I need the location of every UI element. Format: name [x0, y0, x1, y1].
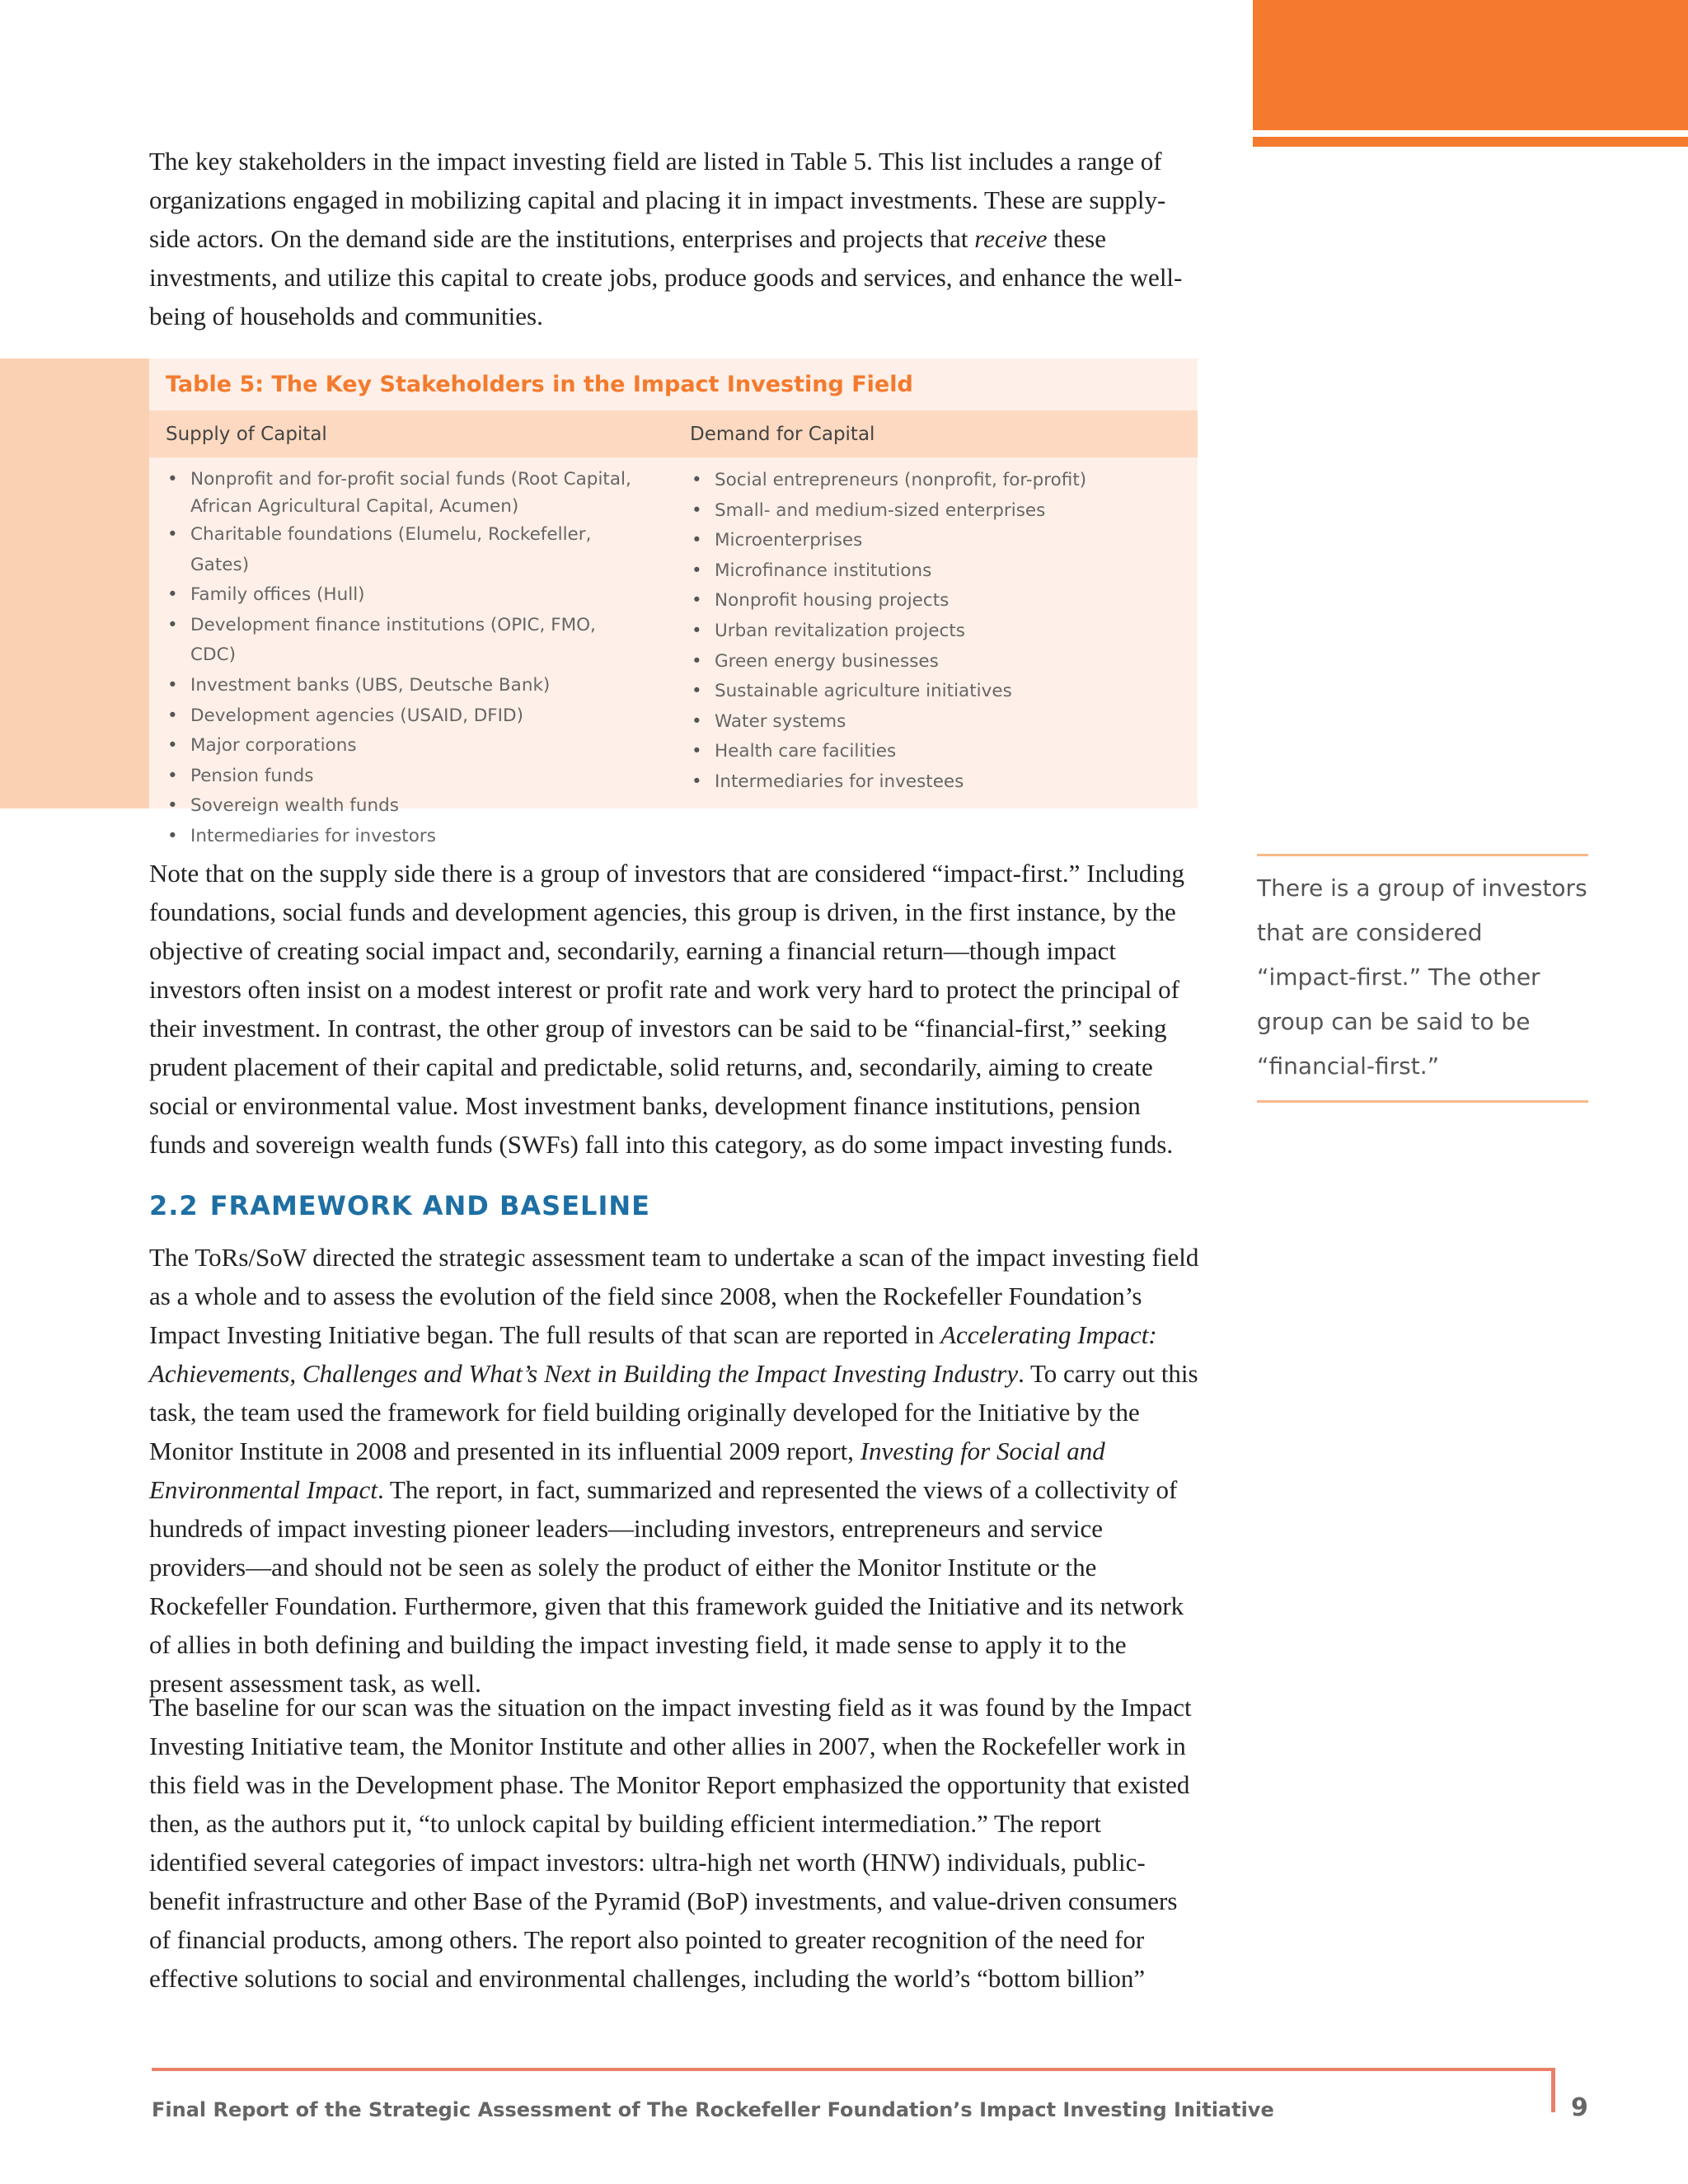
- supply-list-item: • Development agencies (USAID, DFID): [166, 701, 644, 732]
- note-paragraph: Note that on the supply side there is a group of investors that are considered “impact-first.” Including foundations, social funds and development agencies, this group is driven, in the first instance, by the objective of creating social impact and, secondarily, earning a financial return—though impact investors often insist on a modest interest or profit rate and work very hard to protect the principal of their investment. In contrast, the other group of investors can be said to be “financial-first,” seeking prudent placement of their capital and predictable, solid returns, and, secondarily, aiming to create social or environmental value. Most investment banks, development finance institutions, pension funds and sovereign wealth funds (SWFs) fall into this category, as do some impact investing funds.: [149, 859, 1184, 1159]
- corner-accent-rule: [1253, 137, 1688, 147]
- demand-list-item: • Urban revitalization projects: [690, 616, 1168, 647]
- framework-report-title-2: Investing for Social and Environmental Impact: [149, 1436, 1105, 1504]
- corner-accent-block: [1253, 0, 1688, 130]
- section-heading: [149, 1188, 662, 1223]
- demand-list-item: • Microfinance institutions: [690, 556, 1168, 587]
- supply-list-item: • Sovereign wealth funds: [166, 791, 644, 822]
- demand-list-item: • Water systems: [690, 707, 1168, 738]
- pull-quote: [1257, 854, 1588, 1103]
- table-side-band: [0, 359, 149, 808]
- intro-emphasis: receive: [974, 224, 1048, 253]
- table-title: Table 5: The Key Stakeholders in the Impact Investing Field: [166, 372, 913, 397]
- intro-text-start: The key stakeholders in the impact investing field are listed in Table 5. This list includes a range of organizations engaged in mobilizing capital and placing it in impact investments. These are supply-side actors. On the demand side are the institutions, enterprises and projects that: [149, 147, 1166, 253]
- demand-list-item: • Nonprofit housing projects: [690, 586, 1168, 616]
- framework-text-2: . To carry out this task, the team used the framework for field building originally developed for the Initiative by the Monitor Institute in 2008 and presented in its influential 2009 report,: [149, 1359, 1198, 1465]
- stakeholders-table: [149, 359, 1198, 846]
- page-number: 9: [1571, 2093, 1588, 2122]
- supply-list-item: • Charitable foundations (Elumelu, Rockefeller, Gates): [166, 520, 644, 580]
- demand-list-item: • Health care facilities: [690, 737, 1168, 767]
- framework-text-1: The ToRs/SoW directed the strategic assessment team to undertake a scan of the impact investing field as a whole and to assess the evolution of the field since 2008, when the Rockefeller Foundation’s Impact Investing Initiative began. The full results of that scan are reported in: [149, 1243, 1199, 1349]
- framework-text-3: . The report, in fact, summarized and represented the views of a collectivity of hundreds of impact investing pioneer leaders—including investors, entrepreneurs and service providers—and should not be seen as solely the product of either the Monitor Institute or the Rockefeller Foundation. Furthermore, given that this framework guided the Initiative and its network of allies in both defining and building the impact investing field, it made sense to apply it to the present assessment task, as well.: [149, 1475, 1184, 1698]
- supply-list: [166, 466, 644, 852]
- pull-quote-text: There is a group of investors that are considered “impact-first.” The other group can be said to be “financial-first.”: [1257, 874, 1587, 1080]
- demand-list: [690, 466, 1168, 798]
- supply-list-item: • Nonprofit and for-profit social funds (Root Capital, African Agricultural Capital, Acumen): [166, 466, 644, 520]
- supply-list-item: • Development finance institutions (OPIC, FMO, CDC): [166, 611, 644, 671]
- footer-rule-tick: [1551, 2068, 1555, 2112]
- supply-list-item: • Investment banks (UBS, Deutsche Bank): [166, 671, 644, 701]
- supply-list-item: • Intermediaries for investors: [166, 822, 644, 852]
- footer-rule: [152, 2068, 1554, 2071]
- section-title: FRAMEWORK AND BASELINE: [209, 1190, 650, 1221]
- demand-list-item: • Microenterprises: [690, 526, 1168, 556]
- column-header-supply: Supply of Capital: [166, 424, 327, 445]
- demand-list-item: • Social entrepreneurs (nonprofit, for-profit): [690, 466, 1168, 496]
- section-number: 2.2: [149, 1190, 199, 1221]
- table-header-row: [149, 410, 1198, 457]
- baseline-paragraph: The baseline for our scan was the situation on the impact investing field as it was found by the Impact Investing Initiative team, the Monitor Institute and other allies in 2007, when the Rockefeller work in this field was in the Development phase. The Monitor Report emphasized the opportunity that existed then, as the authors put it, “to unlock capital by building efficient intermediation.” The report identified several categories of impact investors: ultra-high net worth (HNW) individuals, public-benefit infrastructure and other Base of the Pyramid (BoP) investments, and value-driven consumers of financial products, among others. The report also pointed to greater recognition of the need for effective solutions to social and environmental challenges, including the world’s “bottom billion”: [149, 1693, 1192, 1993]
- column-header-demand: Demand for Capital: [690, 424, 875, 445]
- framework-paragraph: [149, 1238, 1200, 1703]
- supply-list-item: • Pension funds: [166, 762, 644, 792]
- demand-list-item: • Small- and medium-sized enterprises: [690, 496, 1168, 527]
- demand-list-item: • Sustainable agriculture initiatives: [690, 677, 1168, 707]
- demand-list-item: • Intermediaries for investees: [690, 767, 1168, 798]
- footer-title: Final Report of the Strategic Assessment of The Rockefeller Foundation’s Impact Investing Initiative: [152, 2098, 1274, 2121]
- framework-report-title-1: Accelerating Impact: Achievements, Challenges and What’s Next in Building the Impact Investing Industry: [149, 1320, 1157, 1388]
- intro-paragraph: [149, 142, 1200, 335]
- supply-list-item: • Family offices (Hull): [166, 580, 644, 611]
- intro-text-end: these investments, and utilize this capital to create jobs, produce goods and services, and enhance the well-being of households and communities.: [149, 224, 1183, 330]
- supply-list-item: • Major corporations: [166, 731, 644, 762]
- demand-list-item: • Green energy businesses: [690, 647, 1168, 677]
